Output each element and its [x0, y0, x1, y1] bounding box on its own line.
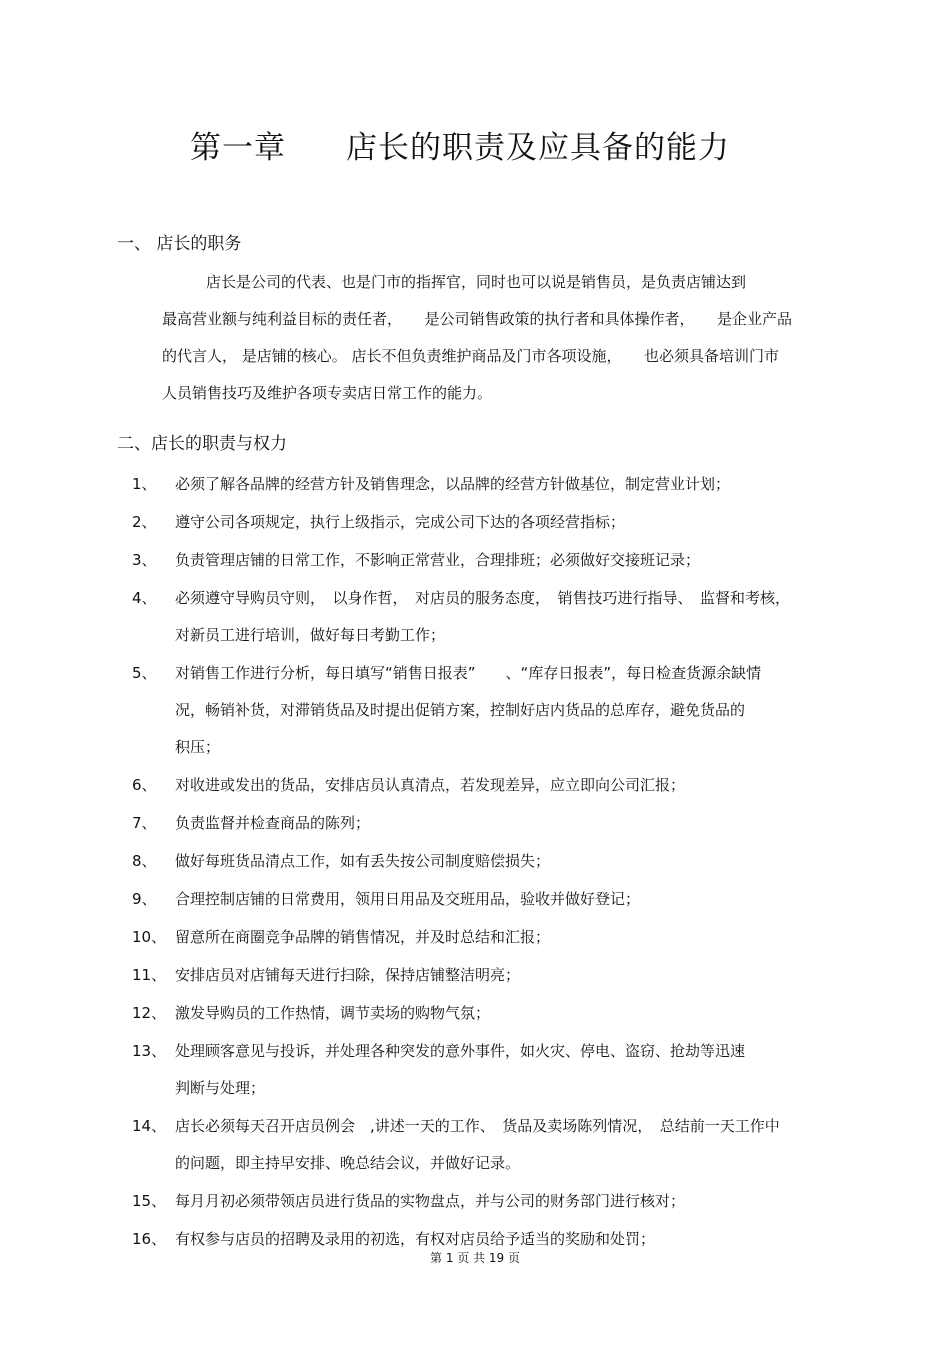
paragraph-line: 店长是公司的代表、也是门市的指挥官，同时也可以说是销售员，是负责店铺达到 [206, 273, 747, 291]
paragraph-line: 最高营业额与纯利益目标的责任者， 是公司销售政策的执行者和具体操作者， 是企业产品 [162, 310, 793, 328]
list-item-line: 必须了解各品牌的经营方针及销售理念，以品牌的经营方针做基位，制定营业计划； [175, 475, 731, 493]
section-heading-duties: 一、 店长的职务 [117, 234, 242, 254]
list-item-text [175, 466, 845, 503]
chapter-title: 店长的职责及应具备的能力 [346, 130, 730, 166]
section-paragraph [162, 264, 842, 412]
list-item-line: 必须遵守导购员守则， 以身作哲， 对店员的服务态度， 销售技巧进行指导、 监督和考核， [175, 589, 791, 607]
list-item-text [175, 957, 845, 994]
list-item-line: 判断与处理； [175, 1079, 266, 1097]
list-item-line: 负责管理店铺的日常工作，不影响正常营业，合理排班；必须做好交接班记录； [175, 551, 701, 569]
list-item-number: 11、 [132, 966, 167, 984]
list-item-text [175, 995, 845, 1032]
list-item-text [175, 504, 845, 541]
paragraph-line: 的代言人， 是店铺的核心。 店长不但负责维护商品及门市各项设施， 也必须具备培训门市 [162, 347, 780, 365]
list-item-number: 3、 [132, 551, 157, 569]
list-item-line: 积压； [175, 738, 221, 756]
list-item-text [175, 843, 845, 880]
page-title [0, 122, 920, 167]
chapter-label: 第一章 [190, 130, 286, 166]
list-item-text [175, 767, 845, 804]
list-item-line: 遵守公司各项规定，执行上级指示，完成公司下达的各项经营指标； [175, 513, 626, 531]
list-item-line: 对销售工作进行分析，每日填写“销售日报表” 、“库存日报表”，每日检查货源余缺情 [175, 664, 762, 682]
list-item-line: 激发导购员的工作热情，调节卖场的购物气氛； [175, 1004, 491, 1022]
list-item-line: 做好每班货品清点工作，如有丢失按公司制度赔偿损失； [175, 852, 551, 870]
list-item-line: 的问题，即主持早安排、晚总结会议，并做好记录。 [175, 1154, 521, 1172]
list-item-number: 8、 [132, 852, 157, 870]
list-item-number: 16、 [132, 1230, 167, 1248]
list-item-text [175, 1183, 845, 1220]
list-item-line: 店长必须每天召开店员例会 ,讲述一天的工作、 货品及卖场陈列情况， 总结前一天工作中 [175, 1117, 780, 1135]
list-item-text [175, 805, 845, 842]
list-item-line: 合理控制店铺的日常费用，领用日用品及交班用品，验收并做好登记； [175, 890, 641, 908]
list-item-number: 15、 [132, 1192, 167, 1210]
list-item-text [175, 1033, 845, 1107]
list-item-line: 处理顾客意见与投诉，并处理各种突发的意外事件，如火灾、停电、盗窃、抢劫等迅速 [175, 1042, 746, 1060]
list-item-line: 负责监督并检查商品的陈列； [175, 814, 371, 832]
list-item-line: 有权参与店员的招聘及录用的初选，有权对店员给予适当的奖励和处罚； [175, 1230, 656, 1248]
list-item-line: 对收进或发出的货品，安排店员认真清点，若发现差异，应立即向公司汇报； [175, 776, 686, 794]
list-item-number: 14、 [132, 1117, 167, 1135]
list-item-text [175, 655, 845, 766]
list-item-number: 10、 [132, 928, 167, 946]
list-item-text [175, 1108, 845, 1182]
list-item-text [175, 919, 845, 956]
list-item-number: 5、 [132, 664, 157, 682]
list-item-text [175, 542, 845, 579]
list-item-line: 况，畅销补货，对滞销货品及时提出促销方案，控制好店内货品的总库存，避免货品的 [175, 701, 746, 719]
list-item-number: 4、 [132, 589, 157, 607]
list-item-line: 安排店员对店铺每天进行扫除，保持店铺整洁明亮； [175, 966, 521, 984]
list-item-text [175, 881, 845, 918]
section-heading-responsibilities: 二、店长的职责与权力 [117, 434, 287, 454]
list-item-number: 1、 [132, 475, 157, 493]
page-footer: 第 1 页 共 19 页 [430, 1251, 520, 1265]
list-item-number: 6、 [132, 776, 157, 794]
paragraph-line: 人员销售技巧及维护各项专卖店日常工作的能力。 [162, 384, 493, 402]
list-item-line: 留意所在商圈竞争品牌的销售情况，并及时总结和汇报； [175, 928, 551, 946]
list-item-line: 每月月初必须带领店员进行货品的实物盘点，并与公司的财务部门进行核对； [175, 1192, 686, 1210]
list-item-text [175, 580, 845, 654]
list-item-number: 13、 [132, 1042, 167, 1060]
list-item-line: 对新员工进行培训，做好每日考勤工作； [175, 626, 446, 644]
list-item-number: 12、 [132, 1004, 167, 1022]
list-item-number: 7、 [132, 814, 157, 832]
list-item-number: 9、 [132, 890, 157, 908]
list-item-number: 2、 [132, 513, 157, 531]
